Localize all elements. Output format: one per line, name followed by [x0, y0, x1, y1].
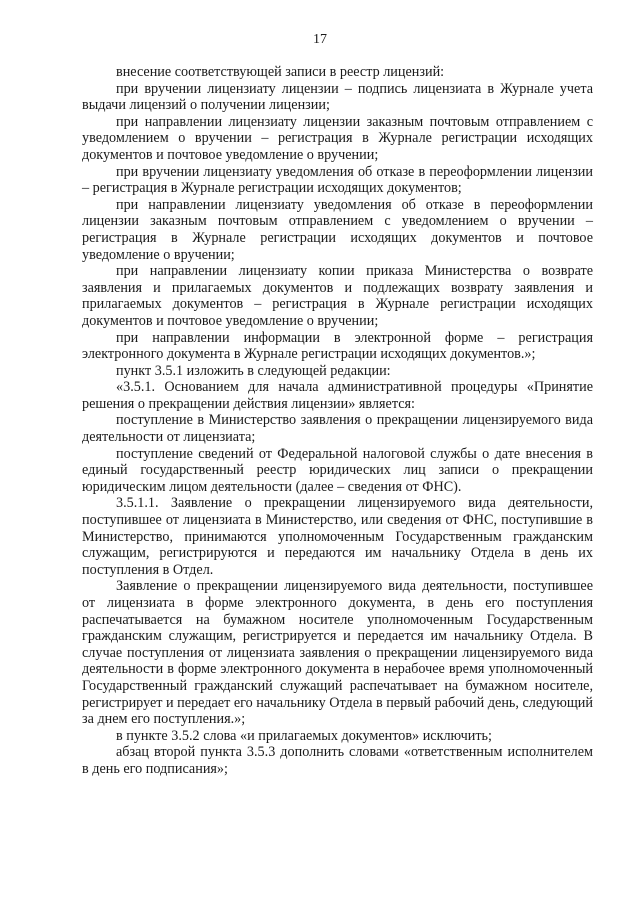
paragraph: поступление в Министерство заявления о прекращении лицензируемого вида деятельности от лицензиата; — [82, 412, 593, 446]
paragraph: внесение соответствующей записи в реестр лицензий: — [116, 64, 445, 80]
paragraph: при направлении информации в электронной форме – регистрация электронного документа в Журнале регистрации исходящих документов.»; — [82, 329, 593, 363]
paragraph: абзац второй пункта 3.5.3 дополнить словами «ответственным исполнителем в день его подписания»; — [82, 744, 593, 777]
paragraph: при направлении лицензиату уведомления об отказе в переоформлении лицензии заказным почтовым отправлением с уведомлением о вручении – регистрация в Журнале регистрации исходящих документов и почтовое уведомление о вручении; — [82, 196, 593, 263]
paragraph: поступление сведений от Федеральной налоговой службы о дате внесения в единый государственный реестр юридических лиц записи о прекращении юридическим лицом деятельности (далее – сведения от ФНС). — [82, 445, 593, 495]
paragraph: Заявление о прекращении лицензируемого вида деятельности, поступившее от лицензиата в форме электронного документа, в день его поступления распечатывается на бумажном носителе уполномоченным Государственным гражданским служащим, регистрируется и передается им начальнику Отдела. В случае поступления от лицензиата заявления о прекращении лицензируемого вида деятельности в форме электронного документа в нерабочее время уполномоченный Государственный гражданский служащий распечатывает на бумажном носителе, регистрирует и передает его начальнику Отдела в первый рабочий день, следующий за днем его поступления.»; — [82, 578, 593, 728]
paragraph: пункт 3.5.1 изложить в следующей редакции: — [116, 362, 391, 379]
paragraph: при направлении лицензиату копии приказа Министерства о возврате заявления и прилагаемых документов и подлежащих возврату заявления и прилагаемых документов – регистрация в Журнале регистрации исходящих документов и почтовое уведомление о вручении; — [82, 263, 593, 329]
paragraph: 3.5.1.1. Заявление о прекращении лицензируемого вида деятельности, поступившее от лицензиата в Министерство, или сведения от ФНС, поступившие в Министерство, принимаются уполномоченным Государственным гражданским служащим, регистрируются и передаются им начальнику Отдела в день их поступления в Отдел. — [82, 495, 593, 578]
paragraph: при направлении лицензиату лицензии заказным почтовым отправлением с уведомлением о вручении – регистрация в Журнале регистрации исходящих документов и почтовое уведомление о вручении; — [82, 113, 593, 163]
page-number: 17 — [313, 32, 327, 47]
paragraph: в пункте 3.5.2 слова «и прилагаемых документов» исключить; — [116, 727, 492, 744]
paragraph: при вручении лицензиату уведомления об отказе в переоформлении лицензии – регистрация в Журнале регистрации исходящих документов; — [82, 163, 593, 197]
paragraph: при вручении лицензиату лицензии – подпись лицензиата в Журнале учета выдачи лицензий о получении лицензии; — [82, 80, 593, 114]
paragraph: «3.5.1. Основанием для начала административной процедуры «Принятие решения о прекращении действия лицензии» является: — [82, 379, 593, 412]
document-body — [82, 64, 593, 778]
